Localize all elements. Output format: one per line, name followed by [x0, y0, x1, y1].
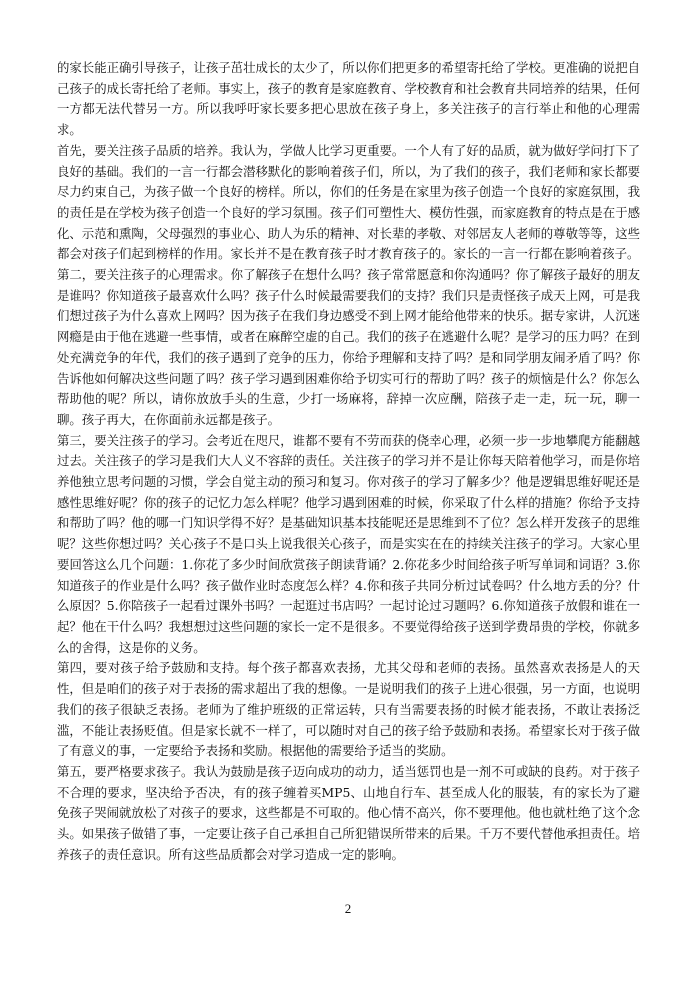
paragraph-fourth-encouragement: 第四，要对孩子给予鼓励和支持。每个孩子都喜欢表扬，尤其父母和老师的表扬。虽然喜欢表扬是人的天性，但是咱们的孩子对于表扬的需求超出了我的想像。一是说明我们的孩子上进心很强，另一方面，也说明我们的孩子很缺乏表扬。老师为了维护班级的正常运转，只有当需要表扬的时候才能表扬，不敢让表扬泛滥，不能让表扬贬值。但是家长就不一样了，可以随时对自己的孩子给予鼓励和表扬。希望家长对于孩子做了有意义的事，一定要给予表扬和奖励。根据他的需要给予适当的奖励。 [57, 660, 640, 759]
paragraph-fifth-strictness: 第五，要严格要求孩子。我认为鼓励是孩子迈向成功的动力，适当惩罚也是一剂不可或缺的良药。对于孩子不合理的要求，坚决给予否决，有的孩子缠着买MP5、山地自行车、甚至成人化的服装，有的家长为了避免孩子哭闹就放松了对孩子的要求，这些都是不可取的。他心情不高兴，你不要理他。他也就杜绝了这个念头。如果孩子做错了事，一定要让孩子自己承担自己所犯错误所带来的后果。千万不要代替他承担责任。培养孩子的责任意识。所有这些品质都会对学习造成一定的影响。 [57, 763, 640, 862]
document-body [57, 58, 640, 865]
paragraph-intro: 的家长能正确引导孩子，让孩子茁壮成长的太少了，所以你们把更多的希望寄托给了学校。更准确的说把自己孩子的成长寄托给了老师。事实上，孩子的教育是家庭教育、学校教育和社会教育共同培养的结果，任何一方都无法代替另一方。所以我呼吁家长要多把心思放在孩子身上，多关注孩子的言行举止和他的心理需求。 [57, 60, 640, 138]
paragraph-third-study: 第三，要关注孩子的学习。会考近在咫尺，谁都不要有不劳而获的侥幸心理，必须一步一步地攀爬方能翻越过去。关注孩子的学习是我们大人义不容辞的责任。关注孩子的学习并不是让你每天陪着他学习，而是你培养他独立思考问题的习惯，学会自觉主动的预习和复习。你对孩子的学习了解多少？他是逻辑思维好呢还是感性思维好呢？你的孩子的记忆力怎么样呢？他学习遇到困难的时候，你采取了什么样的措施？你给予支持和帮助了吗？他的哪一门知识学得不好？是基础知识基本技能呢还是思维到不了位？怎么样开发孩子的思维呢？这些你想过吗？关心孩子不是口头上说我很关心孩子，而是实实在在的持续关注孩子的学习。大家心里要回答这么几个问题：1.你花了多少时间欣赏孩子朗读背诵？2.你花多少时间给孩子听写单词和词语？3.你知道孩子的作业是什么吗？孩子做作业时态度怎么样？4.你和孩子共同分析过试卷吗？什么地方丢的分？什么原因？5.你陪孩子一起看过课外书吗？一起逛过书店吗？一起讨论过习题吗？6.你知道孩子放假和谁在一起？他在干什么吗？我想想过这些问题的家长一定不是很多。不要觉得给孩子送到学费昂贵的学校，你就多么的舍得，这是你的义务。 [57, 432, 640, 655]
paragraph-first-character: 首先，要关注孩子品质的培养。我认为，学做人比学习更重要。一个人有了好的品质，就为做好学问打下了良好的基础。我们的一言一行都会潜移默化的影响着孩子们，所以，为了我们的孩子，我们老师和家长都要尽力约束自己，为孩子做一个良好的榜样。所以，你们的任务是在家里为孩子创造一个良好的家庭氛围，我的责任是在学校为孩子创造一个良好的学习氛围。孩子们可塑性大、模仿性强，而家庭教育的特点是在于感化、示范和熏陶，父母强烈的事业心、助人为乐的精神、对长辈的孝敬、对邻居友人老师的尊敬等等，这些都会对孩子们起到榜样的作用。家长并不是在教育孩子时才教育孩子的。家长的一言一行都在影响着孩子。 [57, 142, 640, 262]
paragraph-second-psychology: 第二，要关注孩子的心理需求。你了解孩子在想什么吗？孩子常常愿意和你沟通吗？你了解孩子最好的朋友是谁吗？你知道孩子最喜欢什么吗？孩子什么时候最需要我们的支持？我们只是责怪孩子成天上网，可是我们想过孩子为什么喜欢上网吗？因为孩子在我们身边感受不到上网才能给他带来的快乐。据专家讲，人沉迷网瘾是由于他在逃避一些事情，或者在麻醉空虚的自己。我们的孩子在逃避什么呢？是学习的压力吗？在到处充满竞争的年代，我们的孩子遇到了竞争的压力，你给予理解和支持了吗？是和同学朋友闹矛盾了吗？你告诉他如何解决这些问题了吗？孩子学习遇到困难你给予切实可行的帮助了吗？孩子的烦恼是什么？你怎么帮助他的呢？所以，请你放放手头的生意，少打一场麻将，辞掉一次应酬，陪孩子走一走，玩一玩，聊一聊。孩子再大，在你面前永远都是孩子。 [57, 267, 640, 427]
page-number: 2 [344, 901, 352, 916]
